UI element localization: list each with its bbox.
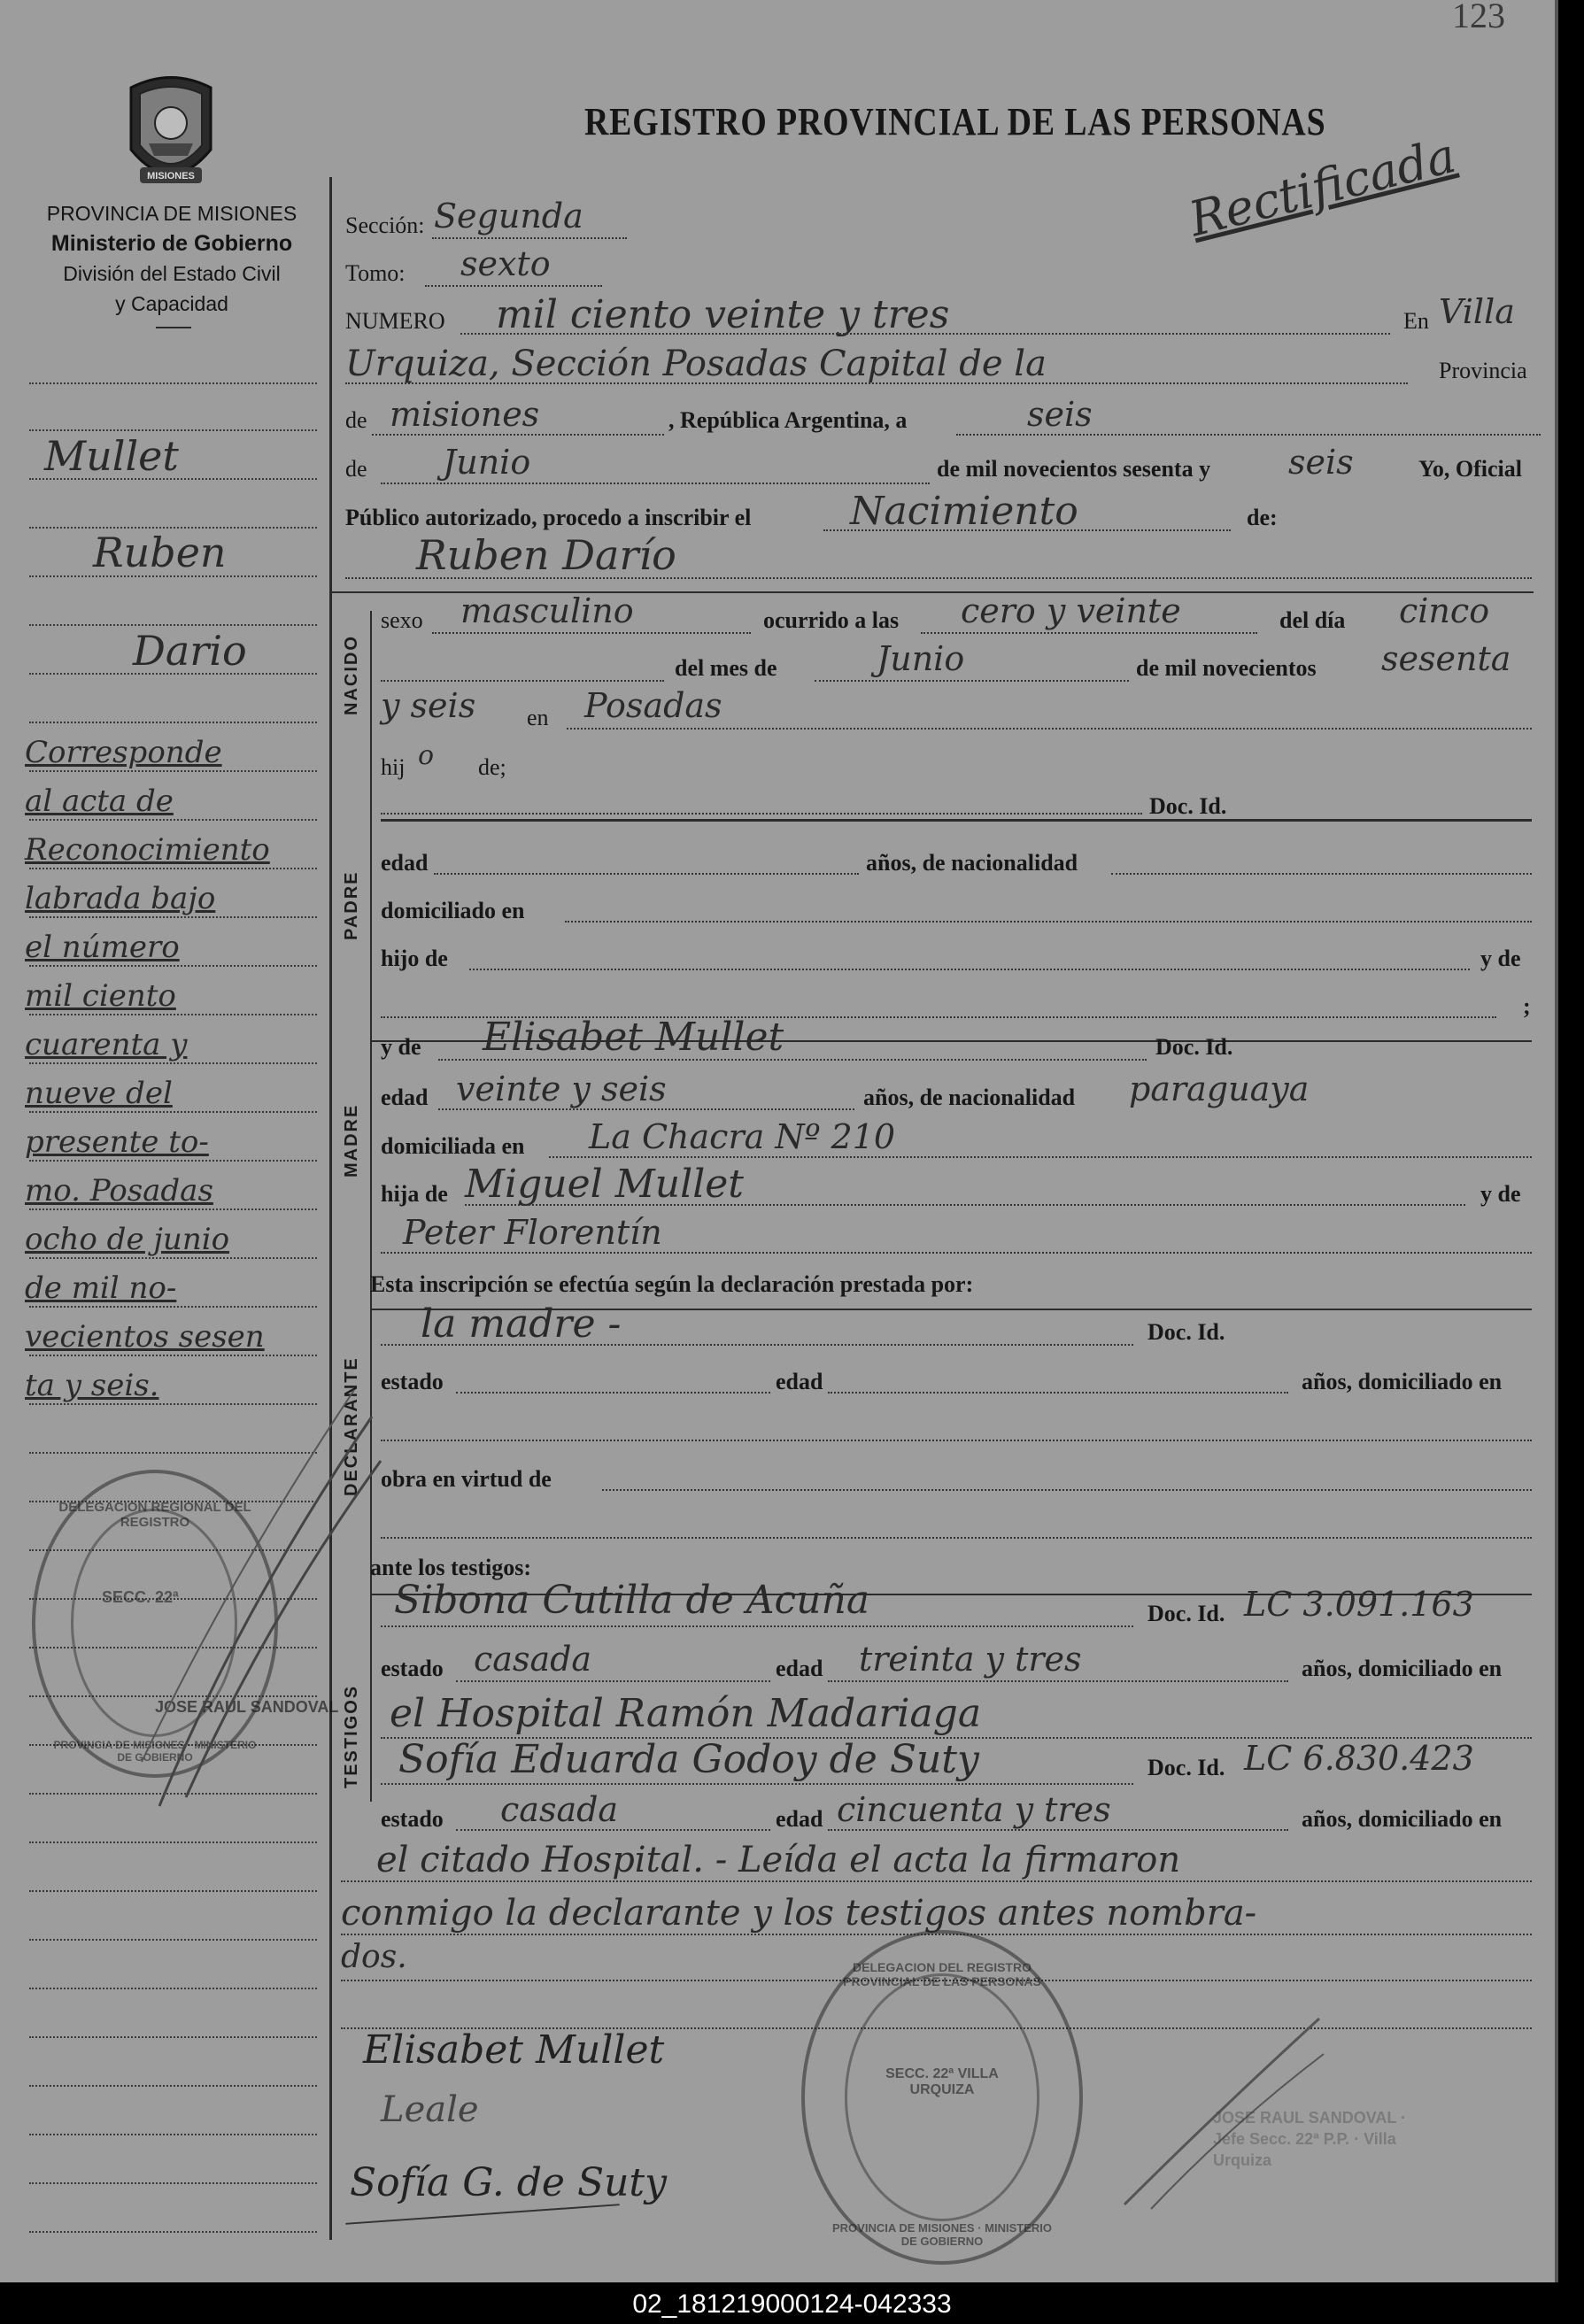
testigo1-edad-label: edad xyxy=(776,1656,823,1681)
madre-section-label: MADRE xyxy=(342,1103,361,1177)
madre-domicilio-label: domiciliada en xyxy=(381,1133,525,1159)
madre-nombre-value: Elisabet Mullet xyxy=(483,1015,784,1060)
testigo1-domicilio: el Hospital Ramón Madariaga xyxy=(390,1691,982,1736)
closing-line-1: el citado Hospital. - Leída el acta la firmaron xyxy=(376,1840,1181,1880)
ministry-line-1: PROVINCIA DE MISIONES xyxy=(46,202,297,225)
margin-note-line: presente to- xyxy=(25,1124,209,1160)
dia-value-nacido: cinco xyxy=(1399,591,1490,630)
padre-nacionalidad-label: años, de nacionalidad xyxy=(866,850,1078,876)
padre-edad-label: edad xyxy=(381,850,429,876)
en-value: Villa xyxy=(1439,292,1515,331)
oficial-label: Yo, Oficial xyxy=(1418,456,1522,482)
footer-code: 02_181219000124-042333 xyxy=(0,2284,1584,2324)
madre-y-de-label: y de xyxy=(381,1034,421,1060)
testigo2-doc-label: Doc. Id. xyxy=(1147,1755,1225,1780)
margin-note-line: Corresponde xyxy=(25,735,222,770)
nacido-section-label: NACIDO xyxy=(342,635,361,715)
ministry-block xyxy=(21,198,322,319)
margin-note xyxy=(25,735,335,1417)
sexo-label: sexo xyxy=(381,607,423,633)
sexo-value: masculino xyxy=(460,591,634,630)
testigo1-domicilio-label: años, domiciliado en xyxy=(1302,1656,1503,1681)
dia-value: seis xyxy=(1027,395,1093,434)
declarante-edad-label: edad xyxy=(776,1369,823,1394)
madre-nacionalidad-label: años, de nacionalidad xyxy=(863,1085,1076,1110)
madre-nacionalidad-value: paraguaya xyxy=(1129,1069,1310,1108)
margin-note-line: de mil no- xyxy=(25,1270,177,1306)
testigo1-edad: treinta y tres xyxy=(859,1640,1082,1679)
margin-note-line: el número xyxy=(25,930,180,965)
mes-value-nacido: Junio xyxy=(877,639,965,678)
margin-note-line: labrada bajo xyxy=(25,881,216,916)
en-label-nacido: en xyxy=(527,705,549,730)
numero-value: mil ciento veinte y tres xyxy=(496,292,950,337)
hora-value: cero y veinte xyxy=(961,591,1181,630)
ministry-line-4: y Capacidad xyxy=(115,292,228,315)
margin-cancel-strokes xyxy=(133,1381,390,1824)
declarante-estado-label: estado xyxy=(381,1369,444,1394)
testigo2-edad: cincuenta y tres xyxy=(837,1790,1111,1829)
declarante-intro-label: Esta inscripción se efectúa según la declaración prestada por: xyxy=(370,1271,974,1297)
margin-note-line: mil ciento xyxy=(25,978,176,1014)
testigo1-estado-label: estado xyxy=(381,1656,444,1681)
testigo2-estado: casada xyxy=(500,1790,619,1829)
dia-label: del día xyxy=(1279,607,1346,633)
margin-surname: Mullet xyxy=(44,432,179,480)
madre-madre-value: Peter Florentín xyxy=(403,1213,662,1252)
ministry-line-3: División del Estado Civil xyxy=(63,262,281,285)
margin-note-line: ta y seis. xyxy=(25,1368,159,1403)
declarante-domicilio-label: años, domiciliado en xyxy=(1302,1369,1503,1394)
madre-domicilio-value: La Chacra Nº 210 xyxy=(589,1117,896,1156)
padre-y-de-label: y de xyxy=(1480,946,1521,971)
faint-stamp-block: JOSE RAUL SANDOVAL · Jefe Secc. 22ª P.P. · Villa Urquiza xyxy=(1213,2109,1407,2169)
left-stamp-name: JOSE RAUL SANDOVAL xyxy=(155,1698,339,1716)
closing-line-2: conmigo la declarante y los testigos antes nombra- xyxy=(341,1893,1257,1934)
left-stamp-top-text: DELEGACION REGIONAL DEL REGISTRO xyxy=(58,1500,251,1530)
right-official-stamp xyxy=(801,1930,1083,2265)
testigo2-domicilio-label: años, domiciliado en xyxy=(1302,1806,1503,1832)
padre-section-label: PADRE xyxy=(342,870,361,940)
testigos-section-label: TESTIGOS xyxy=(342,1684,361,1788)
padre-doc-label: Doc. Id. xyxy=(1149,793,1227,819)
margin-name-2: Dario xyxy=(133,627,247,675)
testigo1-doc-label: Doc. Id. xyxy=(1147,1601,1225,1626)
madre-edad-value: veinte y seis xyxy=(456,1069,667,1108)
left-stamp-inner-text: SECC. 22ª xyxy=(102,1588,179,1606)
tomo-value: sexto xyxy=(460,244,551,283)
hijo-de-label: de; xyxy=(478,754,506,780)
de2-label: de xyxy=(345,456,367,482)
madre-edad-label: edad xyxy=(381,1085,429,1110)
place-value: Urquiza, Sección Posadas Capital de la xyxy=(345,344,1047,384)
testigo1-nombre: Sibona Cutilla de Acuña xyxy=(394,1578,870,1623)
tomo-label: Tomo: xyxy=(345,260,406,286)
padre-semicolon: ; xyxy=(1523,993,1531,1019)
province-emblem xyxy=(113,74,228,203)
declarante-doc-label: Doc. Id. xyxy=(1147,1319,1225,1345)
madre-hija-label: hija de xyxy=(381,1181,448,1207)
anio-value-nacido: sesenta xyxy=(1381,639,1511,678)
numero-label: NUMERO xyxy=(345,308,445,334)
right-stamp-inner-text: SECC. 22ª VILLA URQUIZA xyxy=(885,2066,999,2097)
testigos-intro-label: ante los testigos: xyxy=(370,1555,531,1580)
svg-text:MISIONES: MISIONES xyxy=(147,171,195,181)
hijo-label: hij xyxy=(381,754,406,780)
republica-label: , República Argentina, a xyxy=(668,407,908,433)
testigo1-doc: LC 3.091.163 xyxy=(1244,1585,1474,1624)
de3-label: de: xyxy=(1247,505,1278,530)
page-title: REGISTRO PROVINCIAL DE LAS PERSONAS xyxy=(584,100,1326,143)
anio-value: seis xyxy=(1288,443,1354,482)
testigo2-estado-label: estado xyxy=(381,1806,444,1832)
margin-note-line: mo. Posadas xyxy=(25,1173,213,1208)
publico-label: Público autorizado, procedo a inscribir el xyxy=(345,505,752,530)
padre-domicilio-label: domiciliado en xyxy=(381,898,525,923)
margin-note-line: Reconocimiento xyxy=(25,832,270,868)
mil-label: de mil novecientos xyxy=(1136,655,1317,681)
testigo2-edad-label: edad xyxy=(776,1806,823,1832)
nombre-value: Ruben Darío xyxy=(416,531,676,579)
right-stamp-top-text: DELEGACION DEL REGISTRO PROVINCIAL DE LAS PERSONAS xyxy=(843,1960,1041,1988)
testigo1-estado: casada xyxy=(474,1640,592,1679)
seccion-value: Segunda xyxy=(434,197,583,235)
margin-name-1: Ruben xyxy=(93,529,227,576)
margin-note-line: vecientos sesen xyxy=(25,1319,265,1355)
madre-padre-value: Miguel Mullet xyxy=(465,1162,744,1207)
de-label: de xyxy=(345,407,367,433)
provincia-label: Provincia xyxy=(1439,358,1527,383)
left-stamp-bottom-text: PROVINCIA DE MISIONES · MINISTERIO DE GOBIERNO xyxy=(53,1739,257,1764)
signature-declarante: Elisabet Mullet xyxy=(363,2027,665,2073)
right-stamp-bottom-text: PROVINCIA DE MISIONES · MINISTERIO DE GOBIERNO xyxy=(832,2221,1052,2248)
ministry-divider xyxy=(156,327,191,328)
mes-value: Junio xyxy=(443,443,531,482)
lugar-value: Posadas xyxy=(584,686,722,725)
page-number: 123 xyxy=(1452,0,1505,35)
acto-value: Nacimiento xyxy=(850,489,1078,534)
seccion-label: Sección: xyxy=(345,212,425,238)
margin-note-line: ocho de junio xyxy=(25,1222,230,1257)
declarante-nombre-value: la madre - xyxy=(421,1301,622,1347)
mes-label: del mes de xyxy=(675,655,777,681)
signature-testigo2: Sofía G. de Suty xyxy=(350,2160,667,2205)
margin-note-line: nueve del xyxy=(25,1076,173,1111)
ministry-line-2: Ministerio de Gobierno xyxy=(50,231,293,256)
margin-note-line: cuarenta y xyxy=(25,1027,188,1062)
provincia-value: misiones xyxy=(390,395,540,434)
madre-y-de2-label: y de xyxy=(1480,1181,1521,1207)
testigo2-doc: LC 6.830.423 xyxy=(1244,1739,1474,1778)
declarante-obra-label: obra en virtud de xyxy=(381,1466,552,1492)
signature-underline xyxy=(345,2204,619,2225)
anio-label: de mil novecientos sesenta y xyxy=(937,456,1211,482)
padre-top-rule xyxy=(381,819,1532,822)
closing-line-3: dos. xyxy=(341,1939,407,1975)
madre-doc-label: Doc. Id. xyxy=(1155,1034,1233,1060)
en-label: En xyxy=(1403,308,1429,334)
testigo2-nombre: Sofía Eduarda Godoy de Suty xyxy=(398,1737,979,1782)
rectificada-note: Rectificada xyxy=(1183,127,1462,248)
hijo-value: o xyxy=(418,740,435,771)
ocurrido-label: ocurrido a las xyxy=(763,607,900,633)
signature-testigo1: Leale xyxy=(381,2089,479,2130)
declarante-section-label: DECLARANTE xyxy=(342,1356,361,1496)
padre-hijo-label: hijo de xyxy=(381,946,448,971)
margin-note-line: al acta de xyxy=(25,784,174,819)
anio-value-2: y seis xyxy=(381,686,476,725)
